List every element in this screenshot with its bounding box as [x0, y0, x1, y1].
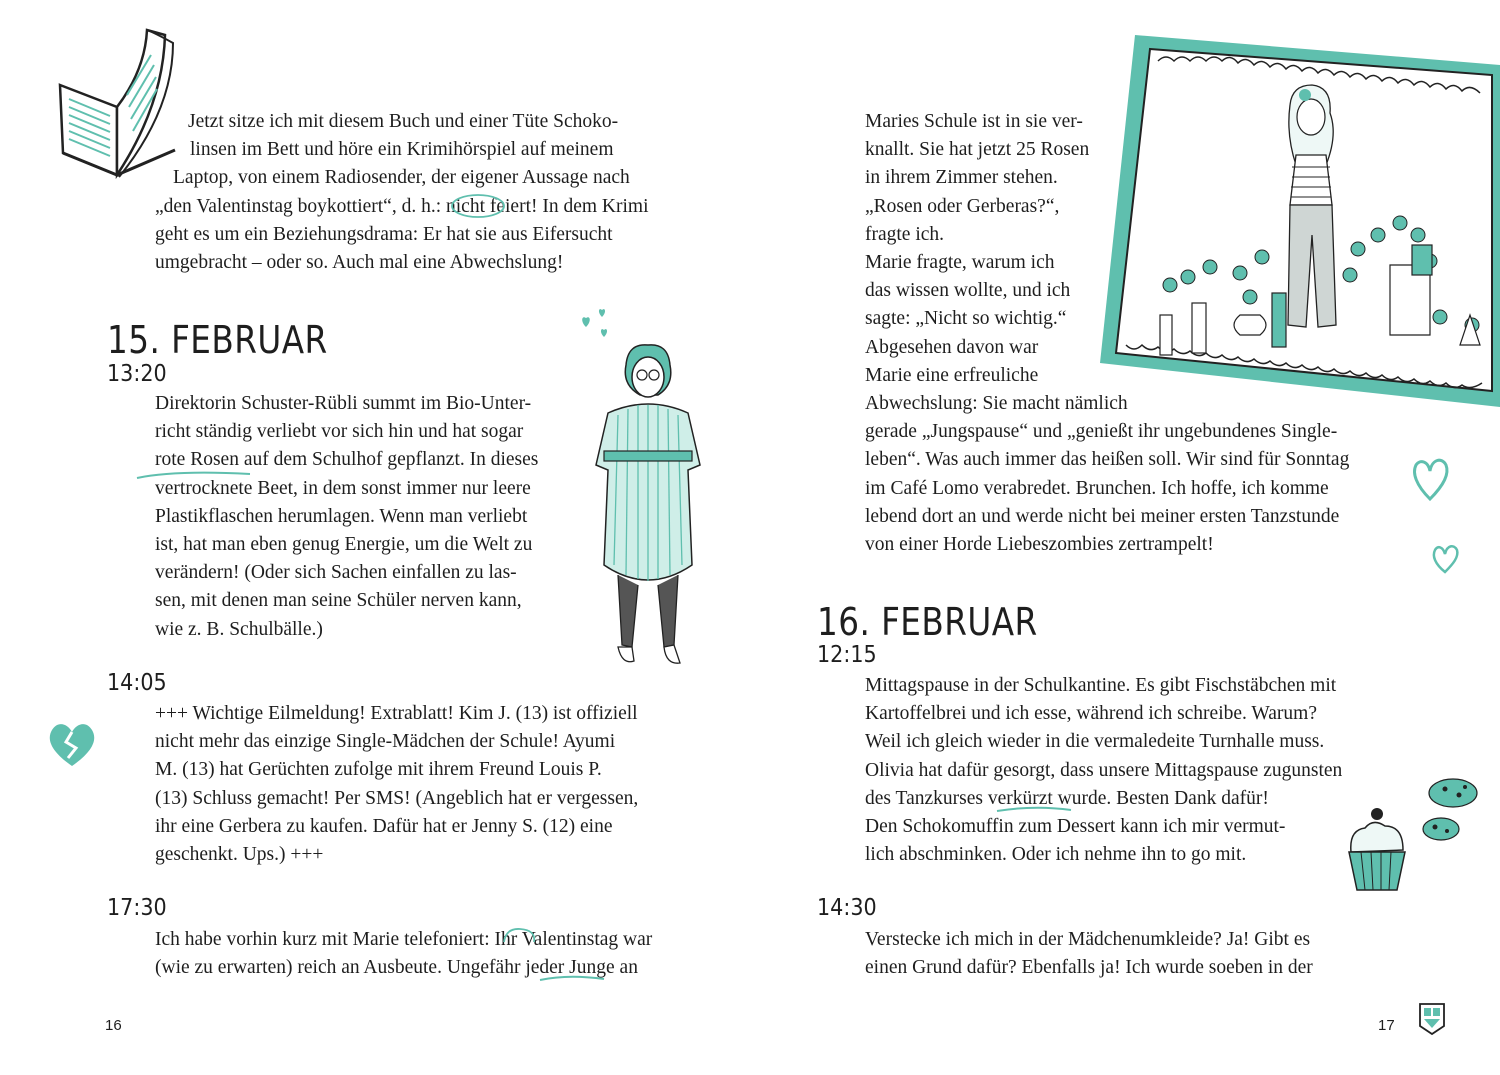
entry-13-20-text: Direktorin Schuster-Rübli summt im Bio-Unter- richt ständig verliebt vor sich hin und hat sogar rote Rosen auf dem Schulhof gepflanzt. In dieses vertrocknete Beet, in dem sonst immer nur leere Plastikflaschen herumlagen. Wenn man verliebt ist, hat man eben genug Energie, um die Welt zu verändern! (Oder sich Sachen einfallen zu las- sen, mit denen man seine Schüler nerven kann, wie z. B. Schulbälle.)	[155, 393, 539, 640]
time-14-05: 14:05	[107, 670, 167, 696]
cookies-icon	[1415, 775, 1480, 845]
bookmark-emblem-icon	[1418, 1002, 1446, 1036]
right-intro-paragraph: Maries Schule ist in sie ver- knallt. Sie hat jetzt 25 Rosen in ihrem Zimmer stehen. „Rosen oder Gerberas?“, fragte ich. Marie fragte, warum ich das wissen wollte, und ich sagte: „Nicht so wichtig.“ Abgesehen davon war Marie eine erfreuliche Abwechslung: Sie macht nämlich gerade „Jungspause“ und „genießt ihr ungebundenes Single- leben“. Was auch immer das heißen soll. Wir sind für Sonntag im Café Lomo verabredet. Brunchen. Ich hoffe, ich komme lebend dort an und werde nicht bei meiner ersten Tanzstunde von einer Horde Liebeszombies zertrampelt!	[865, 111, 1350, 556]
entry-14-30-text: Verstecke ich mich in der Mädchenumkleide? Ja! Gibt es einen Grund dafür? Ebenfalls ja! Ich wurde soeben in der	[865, 929, 1313, 979]
time-12-15: 12:15	[817, 642, 877, 668]
heart-outline-icon-small	[1430, 542, 1460, 576]
broken-heart-icon	[46, 720, 98, 768]
heading-15-februar: 15. FEBRUAR	[107, 318, 328, 362]
time-14-30: 14:30	[817, 895, 877, 921]
entry-12-15-text: Mittagspause in der Schulkantine. Es gibt Fischstäbchen mit Kartoffelbrei und ich esse, während ich schreibe. Warum? Weil ich gleich wieder in die vermaledeite Turnhalle muss. Olivia hat dafür gesorgt, dass unsere Mittagspause zugunsten des Tanzkurses verkürzt wurde. Besten Dank dafür! Den Schokomuffin zum Dessert kann ich mir vermut- lich abschminken. Oder ich nehme ihn to go mit.	[865, 675, 1343, 866]
left-intro-paragraph: Jetzt sitze ich mit diesem Buch und einer Tüte Schoko- linsen im Bett und höre ein Krimihörspiel auf meinem Laptop, von einem Radiosender, der eigener Aussage nach „den Valentinstag boykottiert“, d. h.: nicht feiert! In dem Krimi geht es um ein Beziehungsdrama: Er hat sie aus Eifersucht umgebracht – oder so. Auch mal eine Abwechslung!	[155, 111, 649, 274]
page-number-left: 16	[105, 1017, 122, 1034]
cupcake-icon	[1345, 800, 1410, 895]
verkuerzt-underline	[995, 805, 1075, 815]
entry-17-30-text: Ich habe vorhin kurz mit Marie telefoniert: Ihr Valentinstag war (wie zu erwarten) reich an Ausbeute. Ungefähr jeder Junge an	[155, 929, 653, 979]
ihr-circle-mark	[500, 926, 540, 956]
time-17-30: 17:30	[107, 895, 167, 921]
rote-rosen-underline	[135, 468, 255, 482]
heading-16-februar: 16. FEBRUAR	[817, 600, 1038, 644]
nicht-circle-mark	[450, 192, 510, 222]
director-illustration	[588, 335, 708, 680]
page-number-right: 17	[1378, 1017, 1395, 1034]
heart-outline-icon	[1410, 455, 1450, 503]
jeder-underline	[538, 974, 608, 984]
time-13-20: 13:20	[107, 361, 167, 387]
entry-14-05-text: +++ Wichtige Eilmeldung! Extrablatt! Kim J. (13) ist offiziell nicht mehr das einzige Single-Mädchen der Schule! Ayumi M. (13) hat Gerüchten zufolge mit ihrem Freund Louis P. (13) Schluss gemacht! Per SMS! (Angeblich hat er vergessen, ihr eine Gerbera zu kaufen. Dafür hat er Jenny S. (12) eine geschenkt. Ups.) +++	[155, 703, 639, 866]
